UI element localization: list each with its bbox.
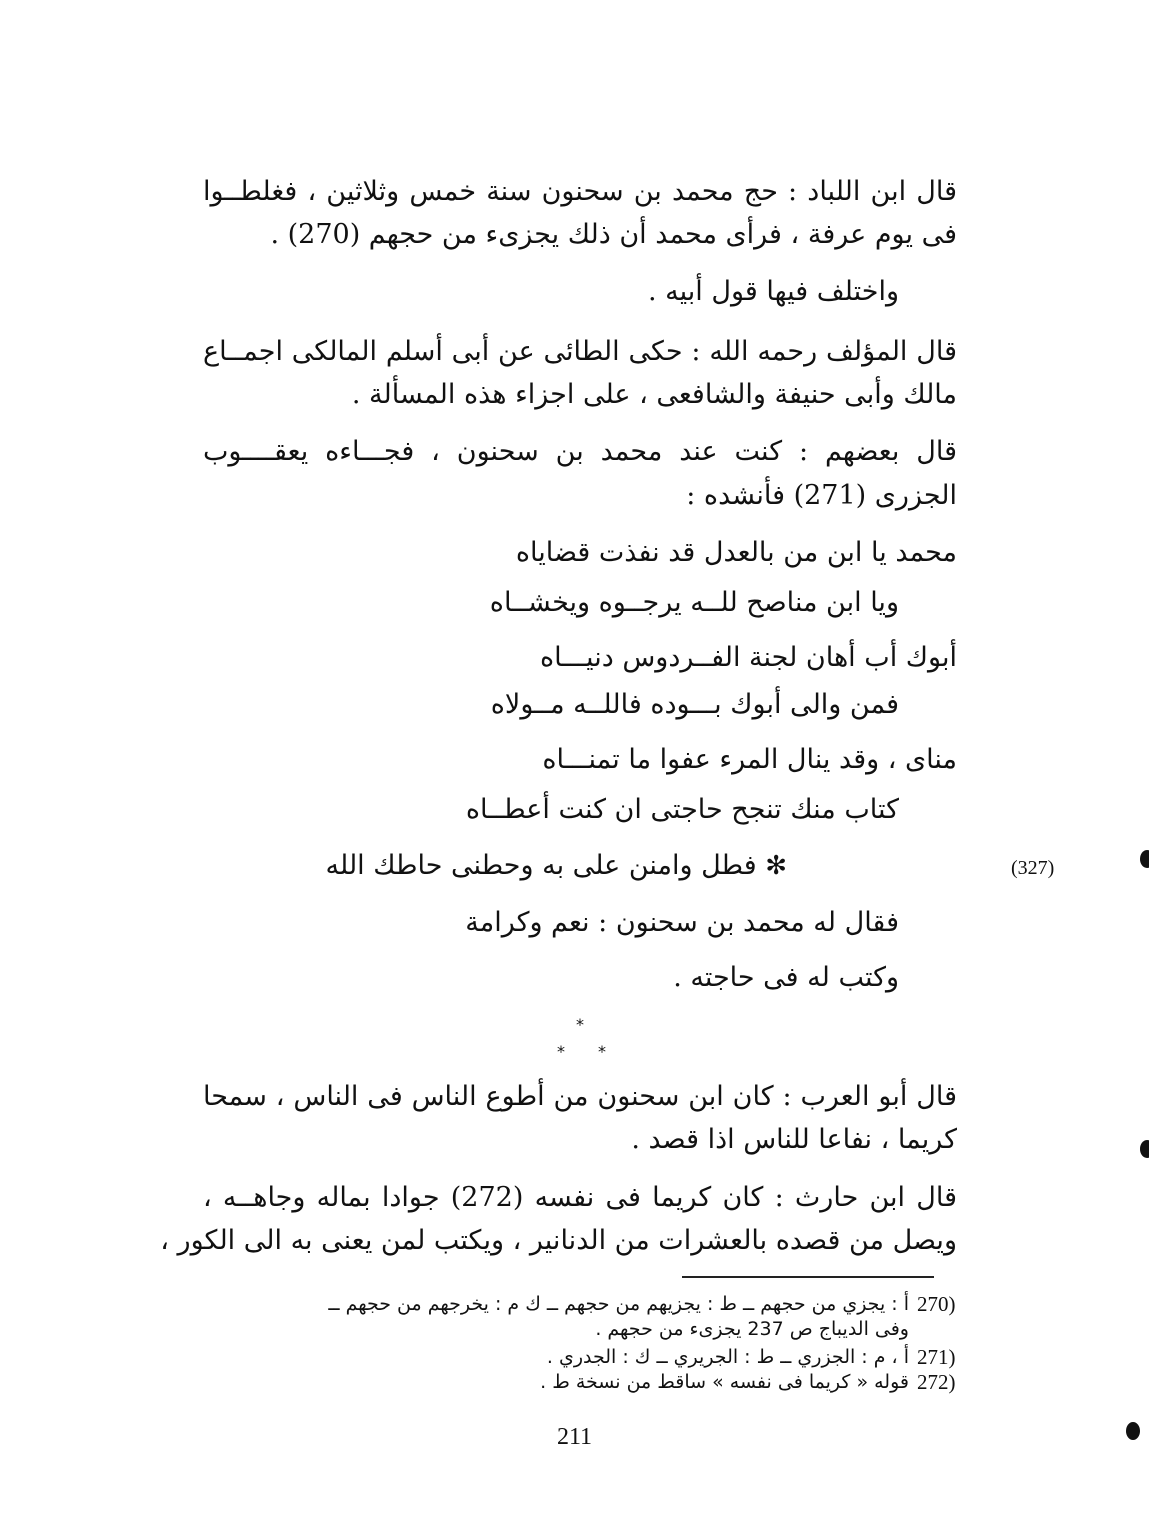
paragraph-line: قال ابن حارث : كان كريما فى نفسه (272) جوادا بماله وجاهــه ،: [203, 1182, 957, 1213]
verse-line: فمن والى أبوك بـــوده فاللــه مــولاه: [490, 689, 899, 720]
page-number: 211: [556, 1424, 593, 1450]
paragraph-line: فقال له محمد بن سحنون : نعم وكرامة: [465, 907, 899, 938]
footnote-divider: [682, 1276, 934, 1278]
footnote-number: 271): [917, 1345, 956, 1369]
paragraph-line: قال ابن اللباد : حج محمد بن سحنون سنة خمس وثلاثين ، فغلطــوا: [203, 176, 957, 207]
footnote-line: قوله « كريما فى نفسه » ساقط من نسخة ط .: [540, 1371, 909, 1393]
binding-hole-dot: [1140, 1140, 1149, 1158]
margin-number: (327): [1011, 857, 1055, 879]
paragraph-line: فى يوم عرفة ، فرأى محمد أن ذلك يجزىء من حجهم (270) .: [270, 219, 957, 250]
verse-line: ويا ابن مناصح للــه يرجــوه ويخشــاه: [489, 587, 899, 618]
footnote-number: 272): [917, 1370, 956, 1394]
verse-text: فطل وامنن على به وحطنى حاطك الله: [325, 850, 757, 881]
paragraph-line: كريما ، نفاعا للناس اذا قصد .: [631, 1124, 957, 1155]
separator-star-icon: *: [557, 1042, 565, 1061]
binding-hole-dot: [1140, 850, 1149, 868]
binding-hole-dot: [1126, 1422, 1140, 1440]
verse-line: أبوك أب أهان لجنة الفــردوس دنيـــاه: [539, 642, 957, 673]
separator-star-icon: *: [576, 1015, 584, 1034]
verse-line: [326, 846, 787, 886]
paragraph-line: قال بعضهم : كنت عند محمد بن سحنون ، فجـــاءه يعقــــوب: [203, 436, 957, 467]
footnote-line: أ : يجزي من حجهم ــ ط : يجزيهم من حجهم ــ ك م : يخرجهم من حجهم ــ: [328, 1293, 909, 1315]
footnote-number: 270): [917, 1292, 956, 1316]
verse-line: محمد يا ابن من بالعدل قد نفذت قضاياه: [515, 537, 957, 568]
paragraph-line: مالك وأبى حنيفة والشافعى ، على اجزاء هذه المسألة .: [351, 379, 957, 410]
footnote-line: أ ، م : الجزري ــ ط : الجريري ــ ك : الجدري .: [546, 1346, 909, 1368]
separator-star-icon: *: [598, 1042, 606, 1061]
verse-line: كتاب منك تنجح حاجتى ان كنت أعطــاه: [465, 794, 899, 825]
paragraph-line: الجزرى (271) فأنشده :: [686, 480, 957, 511]
paragraph-line: واختلف فيها قول أبيه .: [647, 276, 899, 307]
paragraph-line: قال أبو العرب : كان ابن سحنون من أطوع الناس فى الناس ، سمحا: [203, 1081, 957, 1112]
paragraph-line: ويصل من قصده بالعشرات من الدنانير ، ويكتب لمن يعنى به الى الكور ،: [160, 1225, 957, 1256]
paragraph-line: وكتب له فى حاجته .: [673, 962, 899, 993]
footnote-line: وفى الديباج ص 237 يجزىء من حجهم .: [595, 1318, 909, 1340]
verse-line: مناى ، وقد ينال المرء عفوا ما تمنـــاه: [542, 744, 957, 775]
paragraph-line: قال المؤلف رحمه الله : حكى الطائى عن أبى أسلم المالكى اجمــاع: [203, 336, 957, 367]
asterisk-mark-icon: ✻: [765, 851, 787, 881]
